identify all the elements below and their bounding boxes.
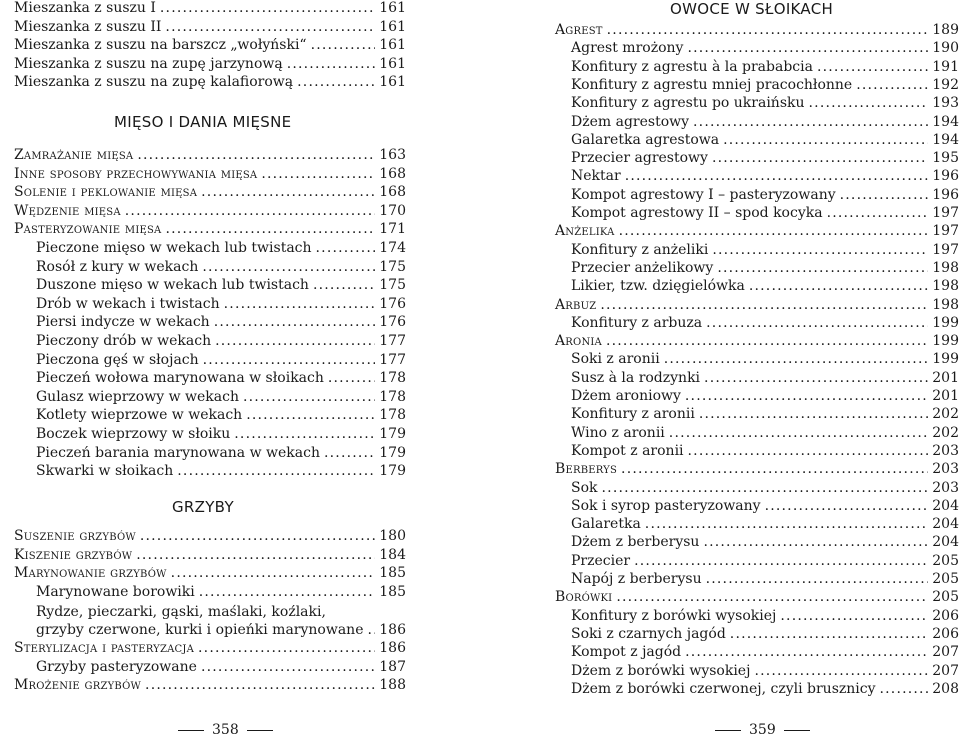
toc-heading-title: Agrest [555,22,603,38]
leader-dots [201,658,375,676]
leader-dots [723,131,928,149]
toc-entry-page: 190 [932,40,959,57]
toc-entry-title: Gulasz wieprzowy w wekach [36,388,239,405]
toc-entry-title: Konfitury z aronii [571,406,695,423]
toc-entry [14,621,406,639]
toc-entry-title: Galaretka agrestowa [571,131,720,148]
toc-entry-page: 192 [932,76,959,93]
toc-entry-page: 161 [379,37,406,54]
leader-dots [607,21,929,39]
leader-dots [328,369,375,387]
toc-entry-title: Pieczony drób w wekach [36,333,212,349]
toc-entry [555,662,959,680]
toc-entry-page: 177 [379,351,406,368]
toc-entry-page: 206 [932,625,959,642]
toc-entry [555,643,959,661]
toc-entry-page: 196 [932,186,959,203]
toc-entry [555,186,959,204]
toc-entry [555,625,959,643]
leader-dots [234,425,375,443]
toc-section-heading [555,296,959,314]
leader-dots [880,680,929,698]
leader-dots [827,204,929,222]
leader-dots [313,276,375,294]
toc-entry-title: Dżem z borówki wysokiej [571,662,751,679]
leader-dots [215,332,375,350]
toc-entry [14,73,406,91]
toc-entry-title: Kompot agrestowy II – spod kocyka [571,205,823,221]
leader-dots [699,405,928,423]
toc-entry-title: Kotlety wieprzowe w wekach [36,407,243,424]
toc-entry-page: 202 [932,406,959,423]
toc-section-heading [14,183,406,201]
toc-entry-title: Mieszanka z suszu na zupę jarzynową [14,55,283,72]
toc-heading-title: Zamrażanie mięsa [14,147,134,163]
toc-entry-title: Susz à la rodzynki [571,369,701,386]
toc-entry-title: Mieszanka z suszu na barszcz „wołyński“ [14,37,307,54]
toc-entry-page: 161 [379,74,406,91]
leader-dots [165,220,375,238]
toc-entry-page: 176 [379,314,406,331]
toc-entry [555,424,959,442]
folio-number: 359 [749,722,776,738]
toc-entry [14,406,406,424]
toc-entry-title: Mieszanka z suszu I [14,0,156,16]
toc-entry-title: Pieczeń barania marynowana w wekach [36,444,320,461]
leader-dots [634,552,928,570]
leader-dots [145,676,375,694]
leader-dots [780,607,928,625]
toc-entry [14,583,406,601]
toc-entry-title: Marynowane borowiki [36,583,195,600]
toc-entry-page: 184 [379,546,406,563]
toc-entry-title: Drób w wekach i twistach [36,295,220,312]
toc-entry-title: Agrest mrożony [571,40,684,57]
toc-entry [555,680,959,698]
toc-entry-title: Wino z aronii [571,424,665,441]
toc-entry-page: 194 [932,131,959,148]
toc-entry-title: Piersi indycze w wekach [36,314,210,331]
toc-entry [14,388,406,406]
toc-entry-page: 180 [379,528,406,544]
toc-entry-page: 197 [932,223,959,240]
toc-entry [555,405,959,423]
section-title-mushrooms: GRZYBY [172,498,234,516]
toc-entry-title: grzyby czerwone, kurki i opieńki marynowane [36,622,364,638]
toc-entry [14,658,406,676]
toc-entry-page: 161 [379,55,406,72]
folio-rule [715,730,741,731]
toc-section-heading [14,202,406,220]
toc-entry-page: 171 [379,221,406,238]
leader-dots [625,167,929,185]
toc-section-heading [14,165,406,183]
toc-entry-page: 179 [379,463,406,480]
leader-dots [214,313,376,331]
leader-dots [621,460,928,478]
toc-entry [555,39,959,57]
leader-dots [297,73,375,91]
toc-entry [555,479,959,497]
toc-entry [555,369,959,387]
leader-dots [840,186,929,204]
leader-dots [687,39,928,57]
toc-entry-title: Kompot agrestowy I – pasteryzowany [571,186,836,203]
toc-entry [14,444,406,462]
leader-dots [246,406,375,424]
leader-dots [706,314,928,332]
toc-entry-page: 201 [932,388,959,404]
toc-entry-page: 204 [932,534,959,551]
toc-heading-title: Wędzenie mięsa [14,202,121,219]
toc-entry-page: 161 [379,18,406,35]
toc-entry-page: 179 [379,426,406,442]
toc-entry [555,167,959,185]
leader-dots [602,479,929,497]
toc-entry [14,0,406,17]
toc-entry [555,570,959,588]
toc-heading-title: Mrożenie grzybów [14,677,142,694]
leader-dots [717,259,928,277]
toc-entry-title: Przecier [571,552,631,569]
toc-entry [14,239,406,257]
leader-dots [685,643,928,661]
toc-entry-page: 199 [932,351,959,368]
toc-entry [14,369,406,387]
toc-entry-page: 163 [379,147,406,163]
leader-dots [606,332,928,350]
toc-entry [555,497,959,515]
leader-dots [202,258,375,276]
toc-heading-title: Kiszenie grzybów [14,546,133,563]
toc-entry [555,58,959,76]
toc-entry-title: Konfitury z arbuza [571,314,703,331]
leader-dots [685,387,928,405]
toc-entry [14,276,406,294]
section-title-fruit: OWOCE W SŁOIKACH [670,0,834,18]
toc-entry-title: Nektar [571,168,621,185]
toc-entry-page: 198 [932,278,959,295]
toc-entry-page: 207 [932,644,959,661]
folio-rule [247,730,273,731]
toc-entry [555,533,959,551]
toc-entry-title: Napój z berberysu [571,571,702,587]
toc-entry-page: 175 [379,277,406,294]
toc-entry [555,241,959,259]
toc-heading-title: Pasteryzowanie mięsa [14,221,162,238]
toc-entry-title: Konfitury z borówki wysokiej [571,607,777,624]
toc-entry [555,387,959,405]
toc-section-heading [14,220,406,238]
toc-entry [555,94,959,112]
toc-entry-page: 202 [932,424,959,441]
toc-entry-page: 197 [932,205,959,221]
leader-dots [817,58,928,76]
leader-dots [704,369,928,387]
toc-entry-page: 176 [379,295,406,312]
toc-entry-wrapped-line: Rydze, pieczarki, gąski, maślaki, koźlaki, [36,604,326,620]
leader-dots [712,241,928,259]
toc-entry [14,295,406,313]
toc-entry-title: Pieczona gęś w słojach [36,351,199,368]
toc-entry-title: Przecier anżelikowy [571,259,714,276]
toc-entry-page: 201 [932,369,959,386]
toc-heading-title: Borówki [555,589,613,606]
toc-entry-page: 205 [932,589,959,606]
toc-entry-title: Kompot z jagód [571,644,682,661]
folio-rule [784,730,810,731]
section-title-meat: MIĘSO I DANIA MIĘSNE [114,113,292,131]
toc-entry-title: Kompot z aronii [571,442,684,459]
toc-entry [555,113,959,131]
leader-dots [693,113,928,131]
toc-entry [555,277,959,295]
toc-section-heading [14,676,406,694]
toc-entry [14,55,406,73]
toc-entry [555,131,959,149]
toc-entry-title: Dżem z berberysu [571,534,700,551]
toc-entry-page: 193 [932,95,959,112]
toc-entry-page: 195 [932,150,959,167]
toc-entry-title: Skwarki w słoikach [36,463,174,480]
leader-dots [140,527,375,545]
toc-entry [555,552,959,570]
toc-entry-title: Przecier agrestowy [571,150,708,167]
toc-entry-page: 188 [379,677,406,694]
toc-entry [555,442,959,460]
toc-entry-title: Sok [571,479,598,496]
toc-entry-title: Duszone mięso w wekach lub twistach [36,277,309,294]
toc-entry-title: Pieczeń wołowa marynowana w słoikach [36,370,324,387]
toc-entry [555,259,959,277]
leader-dots [171,564,376,582]
leader-dots [664,350,929,368]
toc-entry-page: 196 [932,168,959,185]
leader-dots [765,497,929,515]
toc-entry-title: Konfitury z agrestu mniej pracochłonne [571,76,853,93]
toc-heading-title: Suszenie grzybów [14,528,136,544]
toc-section-heading [14,146,406,164]
toc-entry-page: 185 [379,565,406,582]
leader-dots [809,94,929,112]
toc-entry-page: 205 [932,571,959,587]
toc-entry-title: Konfitury z agrestu à la prababcia [571,58,813,75]
toc-entry-page: 207 [932,662,959,679]
page-number-right [715,722,810,738]
leader-dots [316,239,376,257]
leader-dots [754,662,928,680]
leader-dots [198,639,375,657]
toc-entry-page: 204 [932,516,959,533]
toc-entry-page: 187 [379,658,406,675]
toc-entry-page: 208 [932,680,959,697]
toc-entry-page: 203 [932,479,959,496]
toc-entry-title: Mieszanka z suszu II [14,18,162,35]
toc-entry [14,18,406,36]
leader-dots [160,0,375,17]
toc-entry [555,76,959,94]
toc-entry-page: 185 [379,583,406,600]
leader-dots [706,570,929,588]
toc-entry-title: Grzyby pasteryzowane [36,658,197,675]
folio-rule [178,730,204,731]
toc-entry-title: Dżem agrestowy [571,113,690,130]
toc-entry [14,351,406,369]
toc-section-heading [14,564,406,582]
toc-entry-page: 178 [379,388,406,405]
leader-dots [243,388,375,406]
toc-entry-page: 168 [379,165,406,182]
leader-dots [125,202,375,220]
toc-heading-title: Marynowanie grzybów [14,565,167,582]
toc-entry-title: Dżem aroniowy [571,388,681,404]
toc-entry-page: 177 [379,333,406,349]
leader-dots [137,146,375,164]
folio-number: 358 [212,722,239,738]
toc-entry-title: Boczek wieprzowy w słoiku [36,426,231,442]
toc-entry [14,36,406,54]
toc-entry-page: 178 [379,370,406,387]
toc-section-heading [555,332,959,350]
toc-section-heading [555,21,959,39]
toc-entry-title: Pieczone mięso w wekach lub twistach [36,240,312,256]
leader-dots [688,442,929,460]
leader-dots [645,515,928,533]
leader-dots [201,183,375,201]
toc-entry-page: 161 [379,0,406,16]
toc-entry-page: 170 [379,202,406,219]
leader-dots [311,36,376,54]
toc-entry-page: 199 [932,333,959,350]
toc-entry-page: 206 [932,607,959,624]
toc-entry [555,607,959,625]
toc-entry-page: 168 [379,184,406,201]
toc-entry [555,515,959,533]
toc-heading-title: Anżelika [555,223,615,240]
toc-entry [555,350,959,368]
leader-dots [177,462,375,480]
toc-entry-page: 175 [379,258,406,275]
toc-entry-page: 189 [932,22,959,38]
toc-entry-page: 198 [932,296,959,313]
toc-entry-title: Soki z czarnych jagód [571,625,726,642]
leader-dots [199,583,376,601]
toc-heading-title: Solenie i peklowanie mięsa [14,184,198,201]
toc-heading-title: Arbuz [555,296,597,313]
leader-dots [669,424,928,442]
toc-section-heading [14,546,406,564]
toc-section-heading [555,588,959,606]
toc-heading-title: Inne sposoby przechowywania mięsa [14,165,258,182]
toc-entry-page: 203 [932,442,959,459]
leader-dots [224,295,376,313]
toc-entry [555,314,959,332]
leader-dots [261,165,375,183]
toc-section-heading [555,460,959,478]
toc-entry-page: 186 [379,622,406,638]
leader-dots [136,546,375,564]
toc-entry [14,332,406,350]
toc-entry-title: Rosół z kury w wekach [36,258,199,275]
toc-entry-page: 205 [932,552,959,569]
toc-entry-title: Soki z aronii [571,351,660,368]
toc-entry-page: 203 [932,461,959,478]
toc-entry-title: Galaretka [571,516,641,533]
leader-dots [616,588,928,606]
toc-heading-title: Berberys [555,461,618,478]
toc-entry-page: 199 [932,314,959,331]
toc-entry-title: Sok i syrop pasteryzowany [571,497,761,514]
leader-dots [367,621,375,639]
leader-dots [600,296,928,314]
leader-dots [856,76,928,94]
toc-entry [14,425,406,443]
toc-heading-title: Sterylizacja i pasteryzacja [14,640,195,656]
toc-entry-page: 174 [379,240,406,256]
toc-entry-page: 178 [379,407,406,424]
leader-dots [203,351,376,369]
leader-dots [712,149,928,167]
leader-dots [324,444,375,462]
toc-entry-page: 186 [379,640,406,656]
toc-entry [14,258,406,276]
toc-section-heading [14,639,406,657]
page-number-left [178,722,273,738]
toc-entry-title: Konfitury z anżeliki [571,241,709,258]
toc-entry-title: Dżem z borówki czerwonej, czyli brusznicy [571,680,876,697]
toc-entry-title: Konfitury z agrestu po ukraińsku [571,95,805,112]
toc-section-heading [555,222,959,240]
leader-dots [165,18,375,36]
toc-entry-page: 194 [932,113,959,130]
leader-dots [703,533,928,551]
leader-dots [730,625,928,643]
toc-heading-title: Aronia [555,333,602,350]
toc-entry-title: Likier, tzw. dzięgielówka [571,278,745,295]
leader-dots [749,277,928,295]
toc-entry-title: Mieszanka z suszu na zupę kalafiorową [14,74,294,91]
toc-entry-page: 198 [932,259,959,276]
leader-dots [287,55,376,73]
toc-entry [555,149,959,167]
toc-entry-page: 197 [932,241,959,258]
toc-entry [14,462,406,480]
toc-entry-page: 179 [379,444,406,461]
leader-dots [619,222,929,240]
toc-section-heading [14,527,406,545]
toc-entry [555,204,959,222]
toc-entry-page: 204 [932,497,959,514]
toc-entry-page: 191 [932,58,959,75]
toc-entry [14,313,406,331]
